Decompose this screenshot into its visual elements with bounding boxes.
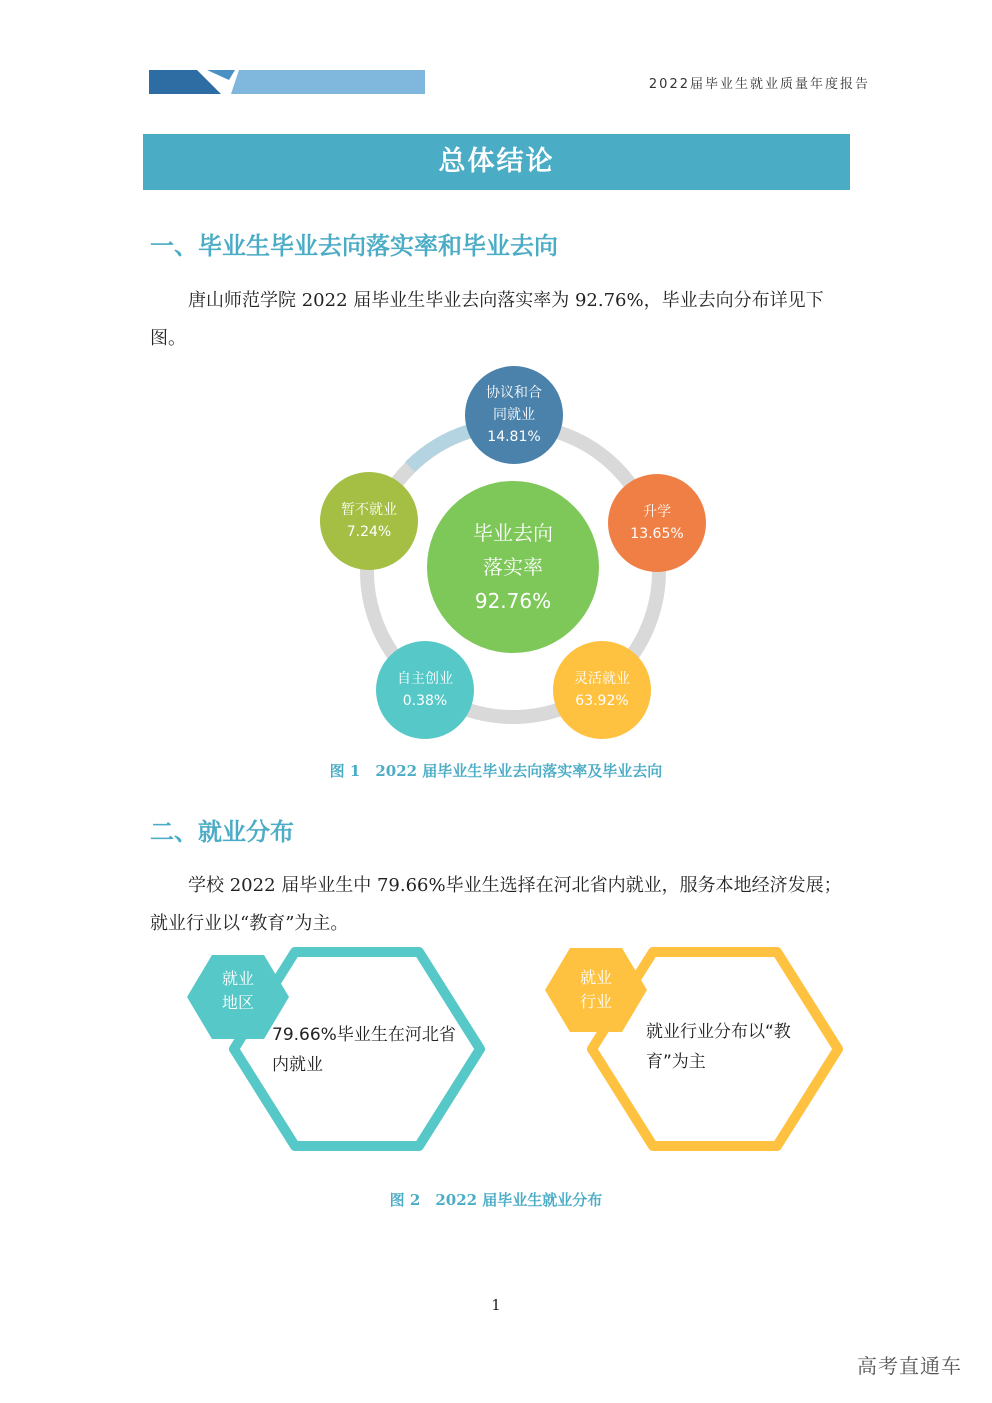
node-value: 13.65% (630, 526, 684, 542)
page-title: 总体结论 (143, 134, 850, 190)
region-text: 79.66%毕业生在河北省 内就业 (272, 1025, 456, 1075)
node-label-line1: 协议和合 (486, 385, 542, 401)
node-value: 0.38% (402, 693, 448, 709)
section-2-paragraph: 学校 2022 届毕业生中 79.66%毕业生选择在河北省内就业，服务本地经济发展；就业行业以“教育”为主。 (150, 875, 842, 934)
page-number: 1 (491, 1296, 501, 1314)
node-label: 灵活就业 (574, 671, 630, 687)
node-label: 自主创业 (397, 671, 453, 687)
region-badge-label: 就业 地区 (221, 969, 254, 1012)
node-value: 14.81% (487, 429, 541, 445)
node-label: 暂不就业 (341, 502, 397, 518)
node-not-employed (320, 472, 418, 570)
figure-1-caption: 图 1 2022 届毕业生毕业去向落实率及毕业去向 (329, 762, 663, 780)
industry-text: 就业行业分布以“教 育”为主 (646, 1022, 791, 1072)
section-1-title: 一、毕业生毕业去向落实率和毕业去向 (150, 232, 558, 260)
node-self-employment (376, 641, 474, 739)
node-label: 升学 (643, 504, 671, 520)
node-label-line2: 同就业 (493, 407, 535, 423)
node-contract-employment (465, 366, 563, 464)
section-1-paragraph: 唐山师范学院 2022 届毕业生毕业去向落实率为 92.76%，毕业去向分布详见下图。 (150, 290, 824, 349)
center-value: 92.76% (474, 589, 552, 613)
section-2-title: 二、就业分布 (150, 818, 294, 846)
figure-2-caption: 图 2 2022 届毕业生就业分布 (389, 1191, 603, 1209)
watermark-text: 高考直通车 (857, 1354, 962, 1378)
industry-badge-label: 就业 行业 (579, 968, 612, 1011)
node-value: 7.24% (346, 524, 392, 540)
node-value: 63.92% (575, 693, 629, 709)
header-report-title: 2022届毕业生就业质量年度报告 (648, 77, 870, 92)
header-logo-bar (149, 70, 425, 94)
figure-1-center-circle (427, 481, 599, 653)
node-flexible-employment (553, 641, 651, 739)
node-further-study (608, 474, 706, 572)
center-label-line2: 落实率 (483, 555, 543, 579)
center-label-line1: 毕业去向 (473, 521, 553, 545)
